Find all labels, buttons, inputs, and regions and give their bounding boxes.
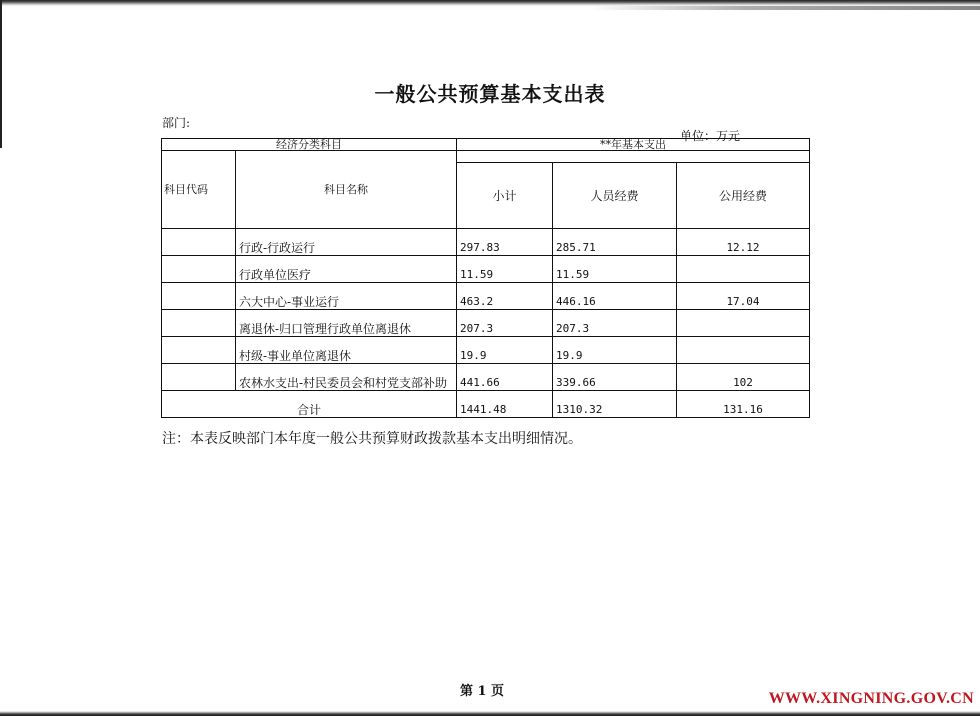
row-name: 行政-行政运行 (236, 229, 457, 256)
budget-table (161, 138, 810, 418)
row-public (677, 310, 810, 337)
row-subtotal: 19.9 (457, 337, 553, 364)
header-spacer (457, 151, 810, 163)
scan-edge-shadow (590, 6, 980, 10)
table-row (162, 337, 810, 364)
row-subtotal: 207.3 (457, 310, 553, 337)
unit-label: 单位：万元 (680, 129, 741, 143)
total-subtotal: 1441.48 (457, 391, 553, 418)
row-personnel: 339.66 (553, 364, 677, 391)
table-header-row-2 (162, 151, 810, 163)
row-subtotal: 463.2 (457, 283, 553, 310)
row-code (162, 337, 236, 364)
scan-edge-bottom (0, 711, 980, 716)
table-row (162, 364, 810, 391)
row-public: 17.04 (677, 283, 810, 310)
row-name: 离退休-归口管理行政单位离退休 (236, 310, 457, 337)
total-row (162, 391, 810, 418)
row-public: 102 (677, 364, 810, 391)
header-econ-classification: 经济分类科目 (162, 139, 457, 151)
table-header-row-1 (162, 139, 810, 151)
row-public: 12.12 (677, 229, 810, 256)
row-code (162, 229, 236, 256)
row-name: 六大中心-事业运行 (236, 283, 457, 310)
header-code: 科目代码 (162, 151, 236, 229)
row-personnel: 11.59 (553, 256, 677, 283)
table-row (162, 229, 810, 256)
total-public: 131.16 (677, 391, 810, 418)
total-label: 合计 (162, 391, 457, 418)
header-name: 科目名称 (236, 151, 457, 229)
row-subtotal: 441.66 (457, 364, 553, 391)
table-row (162, 256, 810, 283)
header-personnel: 人员经费 (553, 163, 677, 229)
footnote: 注：本表反映部门本年度一般公共预算财政拨款基本支出明细情况。 (162, 431, 582, 447)
header-public: 公用经费 (677, 163, 810, 229)
table-row (162, 310, 810, 337)
document-title: 一般公共预算基本支出表 (374, 82, 606, 106)
total-personnel: 1310.32 (553, 391, 677, 418)
row-public (677, 337, 810, 364)
row-name: 村级-事业单位离退休 (236, 337, 457, 364)
table-row (162, 283, 810, 310)
row-code (162, 310, 236, 337)
row-personnel: 19.9 (553, 337, 677, 364)
row-personnel: 207.3 (553, 310, 677, 337)
row-personnel: 285.71 (553, 229, 677, 256)
header-subtotal: 小计 (457, 163, 553, 229)
row-public (677, 256, 810, 283)
row-personnel: 446.16 (553, 283, 677, 310)
row-subtotal: 11.59 (457, 256, 553, 283)
row-name: 行政单位医疗 (236, 256, 457, 283)
row-name: 农林水支出-村民委员会和村党支部补助 (236, 364, 457, 391)
scan-edge-left (0, 0, 2, 148)
department-label: 部门: (162, 116, 191, 130)
row-subtotal: 297.83 (457, 229, 553, 256)
page-number: 第 1 页 (459, 684, 505, 699)
row-code (162, 364, 236, 391)
website-watermark: WWW.XINGNING.GOV.CN (768, 690, 974, 707)
row-code (162, 283, 236, 310)
row-code (162, 256, 236, 283)
header-year-basic-expense: **年基本支出 (457, 139, 810, 151)
